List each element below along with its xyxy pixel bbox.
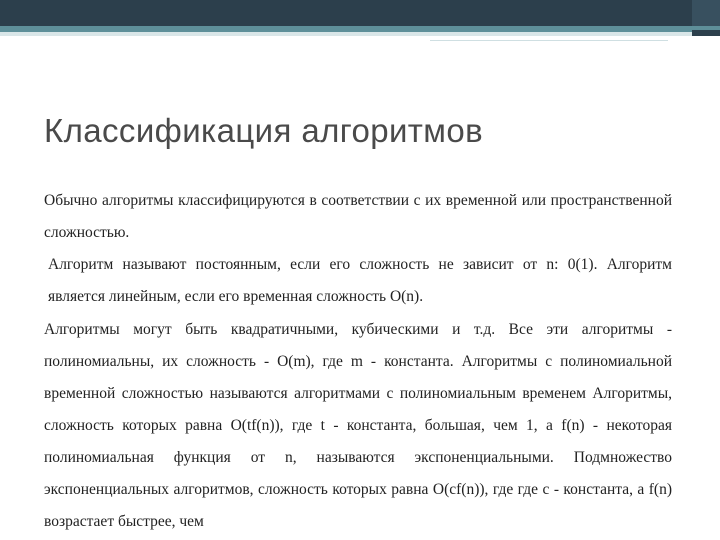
header-divider-line [430,40,668,41]
header-corner-accent [692,30,720,36]
slide-title: Классификация алгоритмов [44,112,484,149]
paragraph-polynomial-exponential: Алгоритмы могут быть квадратичными, кубическими и т.д. Все эти алгоритмы - полиномиальны, их сложность - O(m), где m - константа. Алгоритмы с полиномиальной временной сложностью называются алгоритмами с полиномиальным временем Алгоритмы, сложность которых равна O(tf(n)), где t - константа, большая, чем 1, а f(n) - некоторая полиномиальная функция от n, называются экспоненциальными. Подмножество экспоненциальных алгоритмов, сложность которых равна O(cf(n)), где где c - константа, а f(n) возрастает быстрее, чем [44,321,672,530]
header-band [0,0,720,26]
header-light-stripe [0,32,720,36]
slide-body [44,185,672,538]
paragraph-constant-linear: Алгоритм называют постоянным, если его сложность не зависит от n: 0(1). Алгоритм является линейным, если его временная сложность O(n). [48,256,672,305]
paragraph-classification: Обычно алгоритмы классифицируются в соответствии с их временной или пространственной сложностью. [44,192,672,241]
